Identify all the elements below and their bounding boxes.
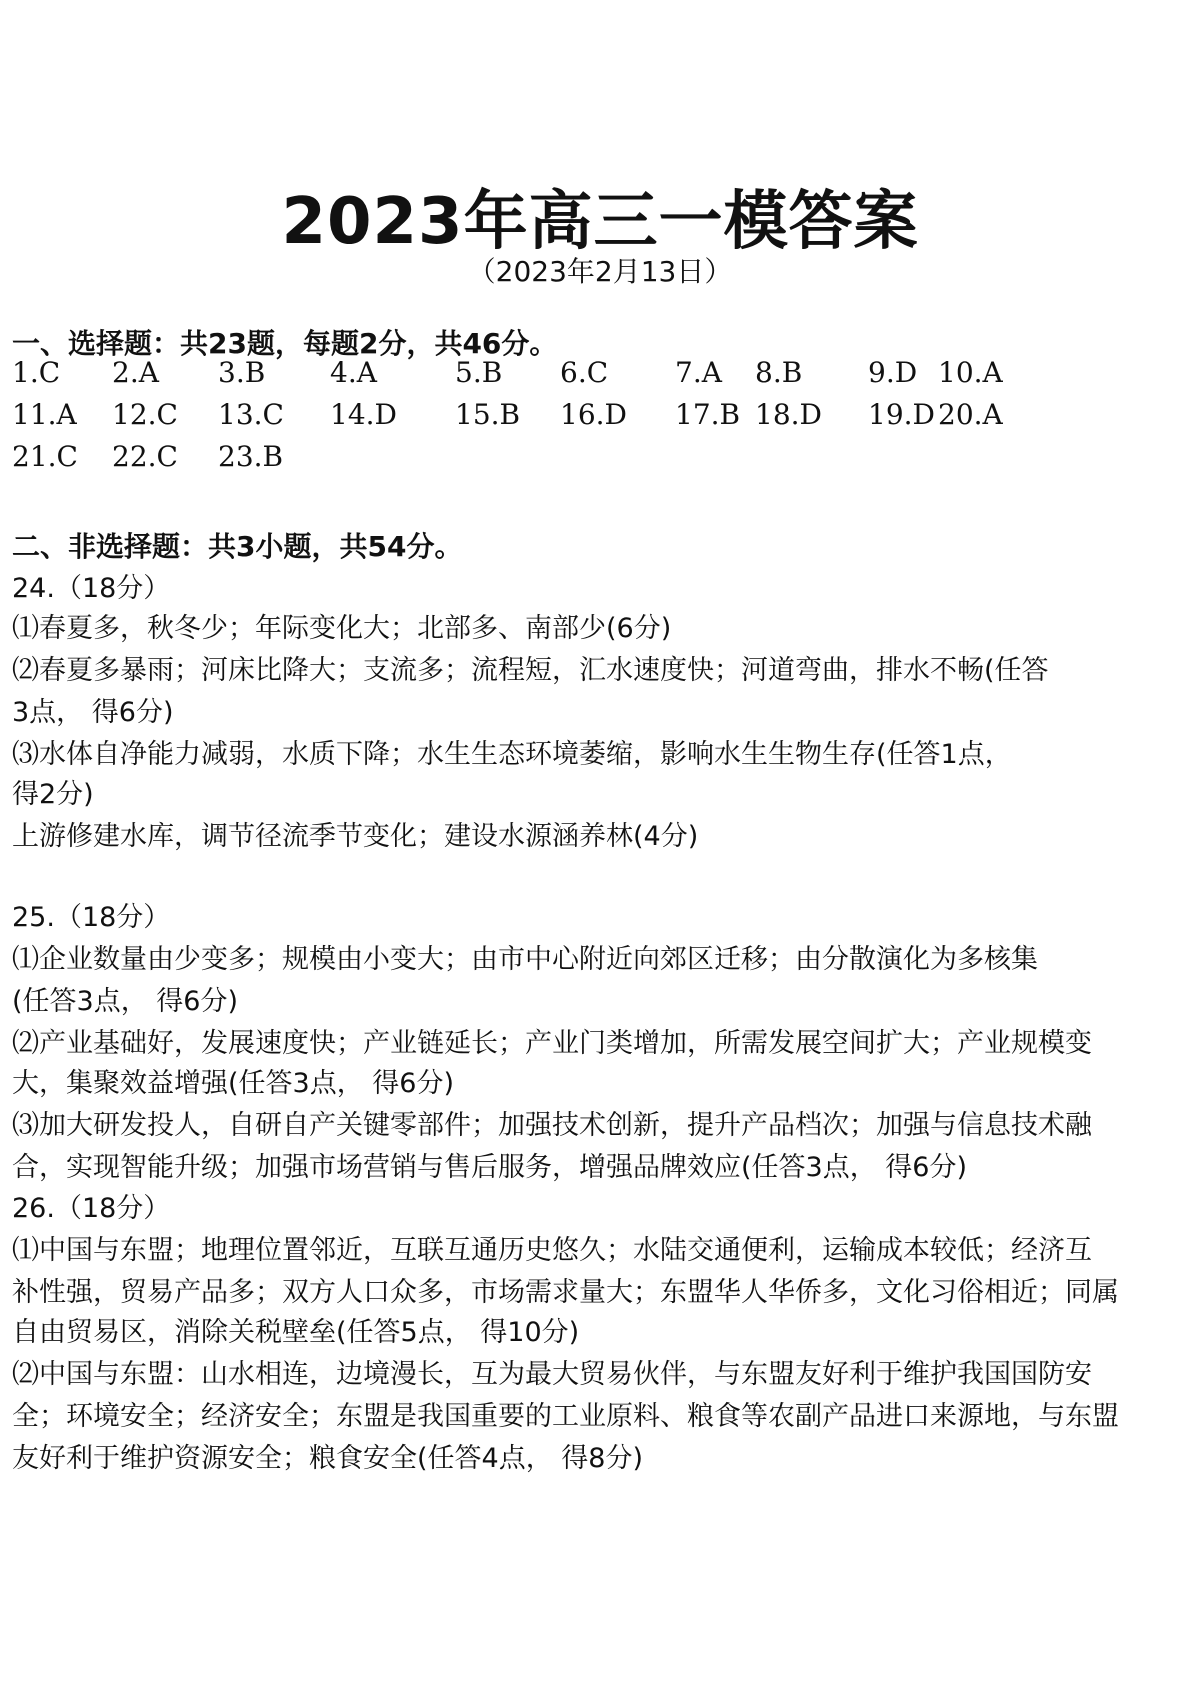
answer-item: 1.C [12,356,61,389]
answer-line: ⑴中国与东盟；地理位置邻近，互联互通历史悠久；水陆交通便利，运输成本较低；经济互 [12,1235,1092,1266]
answer-line: 自由贸易区，消除关税壁垒(任答5点， 得10分) [12,1317,580,1348]
section1-heading: 一、选择题：共23题，每题2分，共46分。 [12,327,558,360]
answer-item: 22.C [112,440,178,473]
answer-item: 11.A [12,398,77,431]
answer-line: 补性强，贸易产品多；双方人口众多，市场需求量大；东盟华人华侨多，文化习俗相近；同属 [12,1277,1119,1308]
answer-line: ⑵中国与东盟：山水相连，边境漫长，互为最大贸易伙伴，与东盟友好利于维护我国国防安 [12,1359,1092,1390]
answer-line: 得2分) [12,779,94,810]
answer-item: 6.C [560,356,609,389]
answer-item: 12.C [112,398,178,431]
answer-line: 全；环境安全；经济安全；东盟是我国重要的工业原料、粮食等农副产品进口来源地，与东盟 [12,1401,1119,1432]
answer-item: 21.C [12,440,78,473]
answer-line: 上游修建水库，调节径流季节变化；建设水源涵养林(4分) [12,821,699,852]
answer-item: 3.B [218,356,266,389]
answer-line: 25.（18分） [12,902,171,933]
answer-item: 20.A [938,398,1003,431]
answer-line: ⑴企业数量由少变多；规模由小变大；由市中心附近向郊区迁移；由分散演化为多核集 [12,944,1038,975]
answer-line: 大，集聚效益增强(任答3点， 得6分) [12,1068,455,1099]
answer-line: ⑵春夏多暴雨；河床比降大；支流多；流程短，汇水速度快；河道弯曲，排水不畅(任答 [12,655,1049,686]
answer-line: (任答3点， 得6分) [12,986,239,1017]
page-title: 2023年高三一模答案 [281,185,919,259]
answer-item: 5.B [455,356,503,389]
answer-line: ⑶水体自净能力减弱，水质下降；水生生态环境萎缩，影响水生生物生存(任答1点， [12,739,1012,770]
section2-heading: 二、非选择题：共3小题，共54分。 [12,530,463,563]
answer-line: ⑴春夏多，秋冬少；年际变化大；北部多、南部少(6分) [12,613,672,644]
answer-item: 13.C [218,398,284,431]
answer-item: 8.B [755,356,803,389]
answer-item: 17.B [675,398,741,431]
answer-line: ⑵产业基础好，发展速度快；产业链延长；产业门类增加，所需发展空间扩大；产业规模变 [12,1028,1092,1059]
exam-date: （2023年2月13日） [467,255,733,288]
answer-item: 4.A [330,356,377,389]
answer-line: 友好利于维护资源安全；粮食安全(任答4点， 得8分) [12,1443,644,1474]
answer-line: 26.（18分） [12,1193,171,1224]
answer-item: 9.D [868,356,918,389]
answer-item: 16.D [560,398,627,431]
answer-item: 23.B [218,440,284,473]
answer-item: 7.A [675,356,722,389]
answer-item: 18.D [755,398,822,431]
answer-line: ⑶加大研发投人，自研自产关键零部件；加强技术创新，提升产品档次；加强与信息技术融 [12,1110,1092,1141]
answer-item: 15.B [455,398,521,431]
answer-item: 10.A [938,356,1003,389]
answer-line: 3点， 得6分) [12,697,174,728]
answer-item: 2.A [112,356,159,389]
answer-item: 19.D [868,398,935,431]
answer-line: 24.（18分） [12,573,171,604]
answer-item: 14.D [330,398,397,431]
answer-line: 合，实现智能升级；加强市场营销与售后服务，增强品牌效应(任答3点， 得6分) [12,1152,968,1183]
